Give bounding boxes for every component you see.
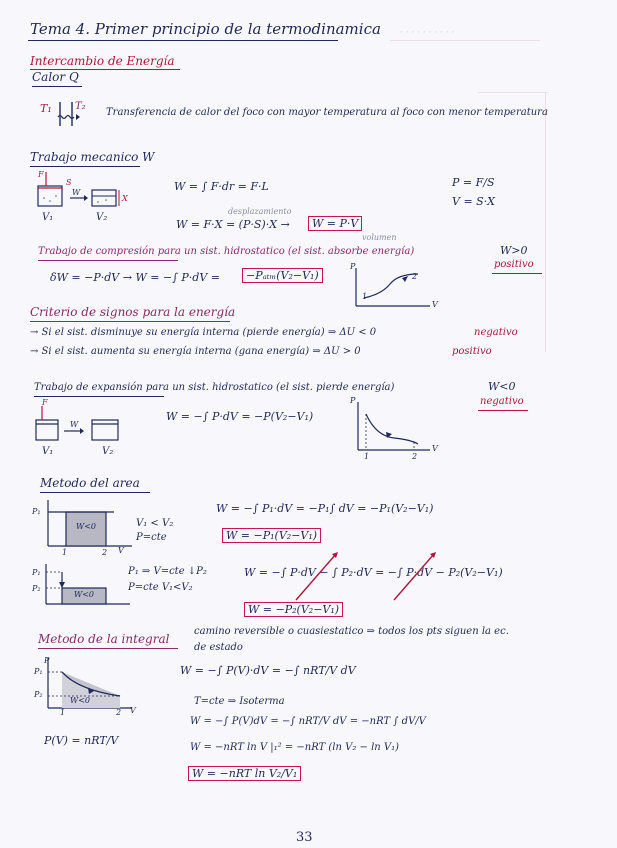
integral-work-eq: W = −∫ P(V)·dV = −∫ nRT/V dV bbox=[180, 664, 356, 677]
work-label: W bbox=[72, 188, 81, 197]
bleed-through-text: · · · · · · · · · · bbox=[400, 28, 455, 38]
bleed-through-line bbox=[545, 92, 546, 352]
heading-underline bbox=[38, 260, 178, 261]
bleed-through-line bbox=[390, 40, 540, 41]
title-underline bbox=[28, 40, 338, 41]
area2-result-box: W = −P₂(V₂−V₁) bbox=[244, 602, 343, 617]
integral-method-desc-2: de estado bbox=[194, 642, 243, 653]
area1-w-label: W<0 bbox=[76, 522, 97, 531]
sign-criterion-2-tag: positivo bbox=[452, 346, 492, 357]
section-heading-expansion: Trabajo de expansión para un sist. hidrostatico (el sist. pierde energía) bbox=[34, 382, 395, 393]
sign-criterion-2: → Si el sist. aumenta su energía interna (gana energía) ⇒ ΔU > 0 bbox=[30, 346, 361, 357]
v1-label: V₁ bbox=[42, 212, 54, 223]
area2-p2-label: P₂ bbox=[32, 584, 41, 593]
expansion-work-eq: W = −∫ P·dV = −P(V₂−V₁) bbox=[166, 410, 314, 423]
v2-label: V₂ bbox=[96, 212, 108, 223]
expansion-piston-diagram bbox=[34, 400, 124, 448]
compression-pv-graph bbox=[352, 268, 432, 310]
area2-w-label: W<0 bbox=[74, 590, 95, 599]
integral-point-1: 1 bbox=[60, 708, 66, 717]
area1-point-1: 1 bbox=[62, 548, 68, 557]
heat-transfer-diagram bbox=[50, 98, 90, 128]
pressure-axis-label: P bbox=[350, 262, 356, 271]
integral-method-desc: camino reversible o cuasiestatico ⇒ todos los pts siguen la ec. bbox=[194, 626, 509, 637]
compression-sign-label: positivo bbox=[494, 259, 534, 270]
section-heading-compresion: Trabajo de compresión para un sist. hidrostatico (el sist. absorbe energía) bbox=[38, 246, 415, 257]
area1-v-axis: V bbox=[118, 546, 124, 555]
area2-p1-label: P₁ bbox=[32, 568, 41, 577]
expansion-volume-axis-label: V bbox=[432, 444, 438, 453]
expansion-v2-label: V₂ bbox=[102, 446, 114, 457]
section-heading-trabajo: Trabajo mecanico W bbox=[30, 150, 155, 164]
heading-underline bbox=[30, 321, 230, 322]
area1-condition-1: V₁ < V₂ bbox=[136, 518, 174, 529]
compression-sign: W>0 bbox=[500, 244, 528, 257]
integral-p1-label: P₁ bbox=[34, 667, 43, 676]
section-heading-integral: Metodo de la integral bbox=[38, 632, 170, 646]
expansion-work-label: W bbox=[70, 420, 79, 429]
surface-label: S bbox=[66, 178, 72, 187]
area-graph-2 bbox=[42, 564, 132, 608]
expansion-point-1-label: 1 bbox=[364, 452, 370, 461]
compression-work-eq: δW = −P·dV → W = −∫ P·dV = bbox=[50, 271, 221, 284]
volume-definition: V = S·X bbox=[452, 195, 496, 208]
integral-w-label: W<0 bbox=[70, 696, 91, 705]
ideal-gas-pressure: P(V) = nRT/V bbox=[44, 734, 119, 747]
sign-underline bbox=[478, 410, 528, 411]
isotherm-note: T=cte ⇒ Isoterma bbox=[194, 696, 285, 707]
section-heading-area: Metodo del area bbox=[40, 476, 140, 490]
page-title: Tema 4. Primer principio de la termodinamica bbox=[30, 20, 381, 38]
piston-diagram bbox=[36, 172, 126, 217]
area1-work-eq: W = −∫ P₁·dV = −P₁∫ dV = −P₁(V₂−V₁) bbox=[216, 502, 434, 515]
heading-underline bbox=[34, 396, 164, 397]
expansion-point-2-label: 2 bbox=[412, 452, 418, 461]
expansion-sign: W<0 bbox=[488, 380, 516, 393]
work-pv-eq: W = F·X = (P·S)·X → bbox=[176, 218, 290, 231]
point-1-label: 1 bbox=[362, 292, 368, 301]
bleed-through-line bbox=[478, 92, 548, 93]
integral-p2-label: P₂ bbox=[34, 690, 43, 699]
area2-condition-2: P=cte V₁<V₂ bbox=[128, 582, 193, 593]
heat-transfer-text: Transferencia de calor del foco con mayor temperatura al foco con menor temperatura bbox=[106, 107, 548, 118]
subheading-calor: Calor Q bbox=[32, 70, 79, 84]
volume-axis-label: V bbox=[432, 300, 438, 309]
subheading-underline bbox=[32, 86, 82, 87]
expansion-pv-graph bbox=[352, 402, 432, 454]
expansion-v1-label: V₁ bbox=[42, 446, 54, 457]
sign-criterion-1-tag: negativo bbox=[474, 327, 518, 338]
area1-point-2: 2 bbox=[102, 548, 108, 557]
t1-label: T₁ bbox=[40, 102, 52, 115]
heading-underline bbox=[30, 166, 140, 167]
desplazamiento-note: desplazamiento bbox=[228, 207, 292, 216]
integral-p-axis: P bbox=[44, 656, 50, 665]
heading-underline bbox=[38, 648, 178, 649]
work-integral-eq: W = ∫ F·dr = F·L bbox=[174, 180, 269, 193]
work-pv-result-box: W = P·V bbox=[308, 216, 362, 231]
section-heading-criterio: Criterio de signos para la energía bbox=[30, 305, 236, 319]
cancellation-strikes bbox=[296, 552, 506, 602]
x-label: X bbox=[122, 194, 128, 203]
t2-label: T₂ bbox=[75, 101, 86, 112]
isotherm-integral-eq: W = −∫ P(V)dV = −∫ nRT/V dV = −nRT ∫ dV/V bbox=[190, 716, 426, 727]
point-2-label: 2 bbox=[412, 272, 418, 281]
area2-condition-1: P₁ ⇒ V=cte ↓P₂ bbox=[128, 566, 207, 577]
pressure-definition: P = F/S bbox=[452, 176, 495, 189]
integral-v-axis: V bbox=[130, 706, 136, 715]
isotherm-log-eq: W = −nRT ln V |₁² = −nRT (ln V₂ − ln V₁) bbox=[190, 742, 400, 753]
compression-result-box: −Pₐₜₘ(V₂−V₁) bbox=[242, 268, 323, 283]
area1-p1-label: P₁ bbox=[32, 507, 41, 516]
volumen-note: volumen bbox=[362, 233, 397, 242]
sign-underline bbox=[492, 273, 542, 274]
expansion-sign-label: negativo bbox=[480, 396, 524, 407]
section-heading-intercambio: Intercambio de Energía bbox=[30, 54, 175, 68]
force-label: F bbox=[38, 170, 44, 179]
isotherm-result-box: W = −nRT ln V₂/V₁ bbox=[188, 766, 301, 781]
expansion-pressure-axis-label: P bbox=[350, 396, 356, 405]
heading-underline bbox=[40, 492, 150, 493]
page-number: 33 bbox=[296, 830, 313, 845]
area2-work-eq: W = −∫ P·dV − ∫ P₂·dV = −∫ P·dV − P₂(V₂−V₁) bbox=[244, 566, 503, 579]
integral-point-2: 2 bbox=[116, 708, 122, 717]
expansion-force-label: F bbox=[42, 398, 48, 407]
area1-result-box: W = −P₁(V₂−V₁) bbox=[222, 528, 321, 543]
area1-condition-2: P=cte bbox=[136, 532, 167, 543]
sign-criterion-1: → Si el sist. disminuye su energía interna (pierde energía) ⇒ ΔU < 0 bbox=[30, 327, 377, 338]
